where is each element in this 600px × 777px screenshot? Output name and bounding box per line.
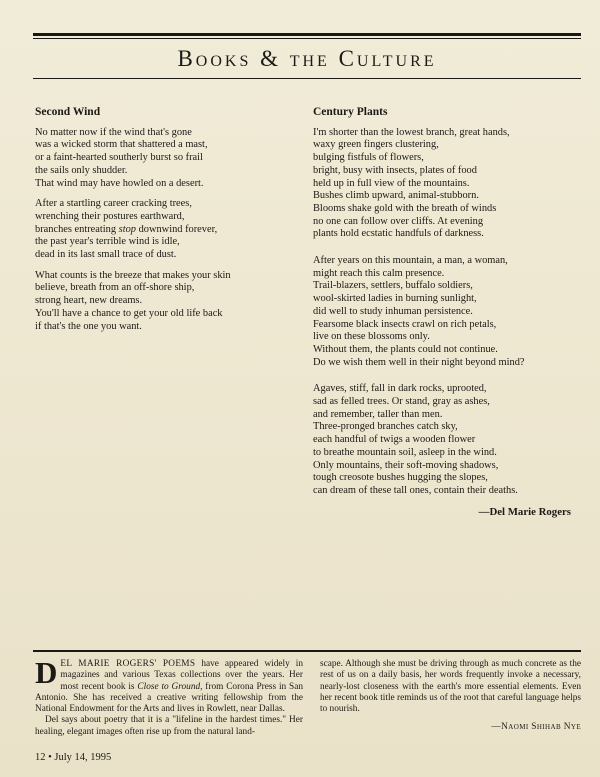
- section-header: Books & the Culture: [177, 46, 437, 71]
- poem-century-plants: [313, 106, 575, 518]
- poem-line: tough creosote bushes hugging the slopes,: [313, 472, 488, 484]
- poem-line: and remember, taller than men.: [313, 408, 443, 420]
- poem-title: Century Plants: [313, 106, 388, 118]
- poem-line: no one can follow over cliffs. At evening: [313, 215, 484, 227]
- poem-line: strong heart, new dreams.: [35, 295, 143, 307]
- poem-line: Trail-blazers, settlers, buffalo soldiers,: [313, 280, 473, 292]
- poem-line: can dream of these tall ones, contain their deaths.: [313, 484, 518, 496]
- note-top-rule: [33, 650, 581, 652]
- poem-line: or a faint-hearted southerly burst so frail: [35, 152, 203, 164]
- poem-line: After a startling career cracking trees,: [35, 198, 192, 210]
- stanza: [313, 127, 575, 241]
- poem-line: That wind may have howled on a desert.: [35, 177, 204, 189]
- poem-line: bulging fistfuls of flowers,: [313, 152, 424, 164]
- poem-line: waxy green fingers clustering,: [313, 139, 439, 151]
- contributor-note-left: [35, 655, 303, 738]
- poem-line: might reach this calm presence.: [313, 267, 445, 279]
- poem-line: bright, busy with insects, plates of food: [313, 164, 477, 176]
- poem-line: branches entreating stop downwind forever,: [35, 223, 218, 235]
- page-footer: 12 • July 14, 1995: [35, 752, 112, 763]
- stanza: [313, 383, 575, 497]
- note-text: from Corona Press in San Antonio. She has received a creative writing fellowship from the National Endowment for the Arts and lives in Rowlett, near Dallas.: [35, 681, 303, 715]
- poem-line: believe, breath from an off-shore ship,: [35, 282, 195, 294]
- drop-cap: D: [35, 655, 58, 690]
- note-signature: —Naomi Shihab Nye: [491, 722, 581, 733]
- note-lead: EL MARIE ROGERS' POEMS: [60, 659, 196, 669]
- poem-line: to breathe mountain soil, asleep in the wind.: [313, 446, 497, 458]
- poem-line: Fearsome black insects crawl on rich petals,: [313, 318, 497, 330]
- poem-line: wool-skirted ladies in burning sunlight,: [313, 293, 477, 305]
- poem-byline: —Del Marie Rogers: [478, 505, 571, 518]
- poem-line: Without them, the plants could not continue.: [313, 343, 498, 355]
- stanza: [35, 198, 297, 262]
- poem-line: wrenching their postures earthward,: [35, 210, 185, 222]
- poem-line: You'll have a chance to get your old life back: [35, 307, 223, 319]
- poem-line: Do we wish them well in their night beyond mind?: [313, 356, 525, 368]
- poem-line: Blooms shake gold with the breath of winds: [313, 202, 497, 214]
- header-top-rule: [33, 33, 581, 36]
- poem-second-wind: [35, 106, 297, 341]
- poem-line: No matter now if the wind that's gone: [35, 126, 192, 138]
- book-title: Close to Ground,: [137, 681, 203, 692]
- poem-line: was a wicked storm that shattered a mast,: [35, 139, 208, 151]
- poem-line: What counts is the breeze that makes your skin: [35, 269, 231, 281]
- poem-line: Only mountains, their soft-moving shadows,: [313, 459, 499, 471]
- poem-line: held up in full view of the mountains.: [313, 177, 470, 189]
- poem-line: plants hold ecstatic handfuls of darkness.: [313, 228, 484, 240]
- poem-line: Agaves, stiff, fall in dark rocks, uprooted,: [313, 383, 487, 395]
- stanza: [35, 127, 297, 191]
- poem-line: the sails only shudder.: [35, 164, 128, 176]
- poem-line: After years on this mountain, a man, a woman,: [313, 255, 508, 267]
- header-bottom-rule: [33, 78, 581, 79]
- poem-line: each handful of twigs a wooden flower: [313, 434, 476, 446]
- poem-title: Second Wind: [35, 106, 101, 118]
- poem-line: I'm shorter than the lowest branch, great hands,: [313, 126, 510, 138]
- poem-line: Bushes climb upward, animal-stubborn.: [313, 190, 479, 202]
- poem-line: sad as felled trees. Or stand, gray as ashes,: [313, 396, 490, 408]
- poem-line: did well to study inhuman persistence.: [313, 305, 473, 317]
- poem-line: live on these blossoms only.: [313, 331, 430, 343]
- header-top-rule-thin: [33, 38, 581, 39]
- note-paragraph: scape. Although she must be driving through as much concrete as the rest of us on a daily basis, her words frequently invoke a necessary, nearly-lost closeness with the earth's more essential elements. Even her recent book title reminds us of the root that careful language helps to nourish.: [320, 659, 581, 715]
- contributor-note-right: [320, 659, 581, 734]
- poem-line: Three-pronged branches catch sky,: [313, 421, 458, 433]
- note-paragraph: Del says about poetry that it is a "lifeline in the hardest times." Her healing, elegant images often rise up from the natural land-: [35, 715, 303, 737]
- poem-line: the past year's terrible wind is idle,: [35, 236, 180, 248]
- note-text: have appeared widely in magazines and various Texas collections over the years. Her most recent book is: [60, 659, 303, 692]
- poem-line: if that's the one you want.: [35, 320, 142, 332]
- stanza: [35, 270, 297, 334]
- poem-line: dead in its last small trace of dust.: [35, 249, 177, 261]
- stanza: [313, 255, 575, 369]
